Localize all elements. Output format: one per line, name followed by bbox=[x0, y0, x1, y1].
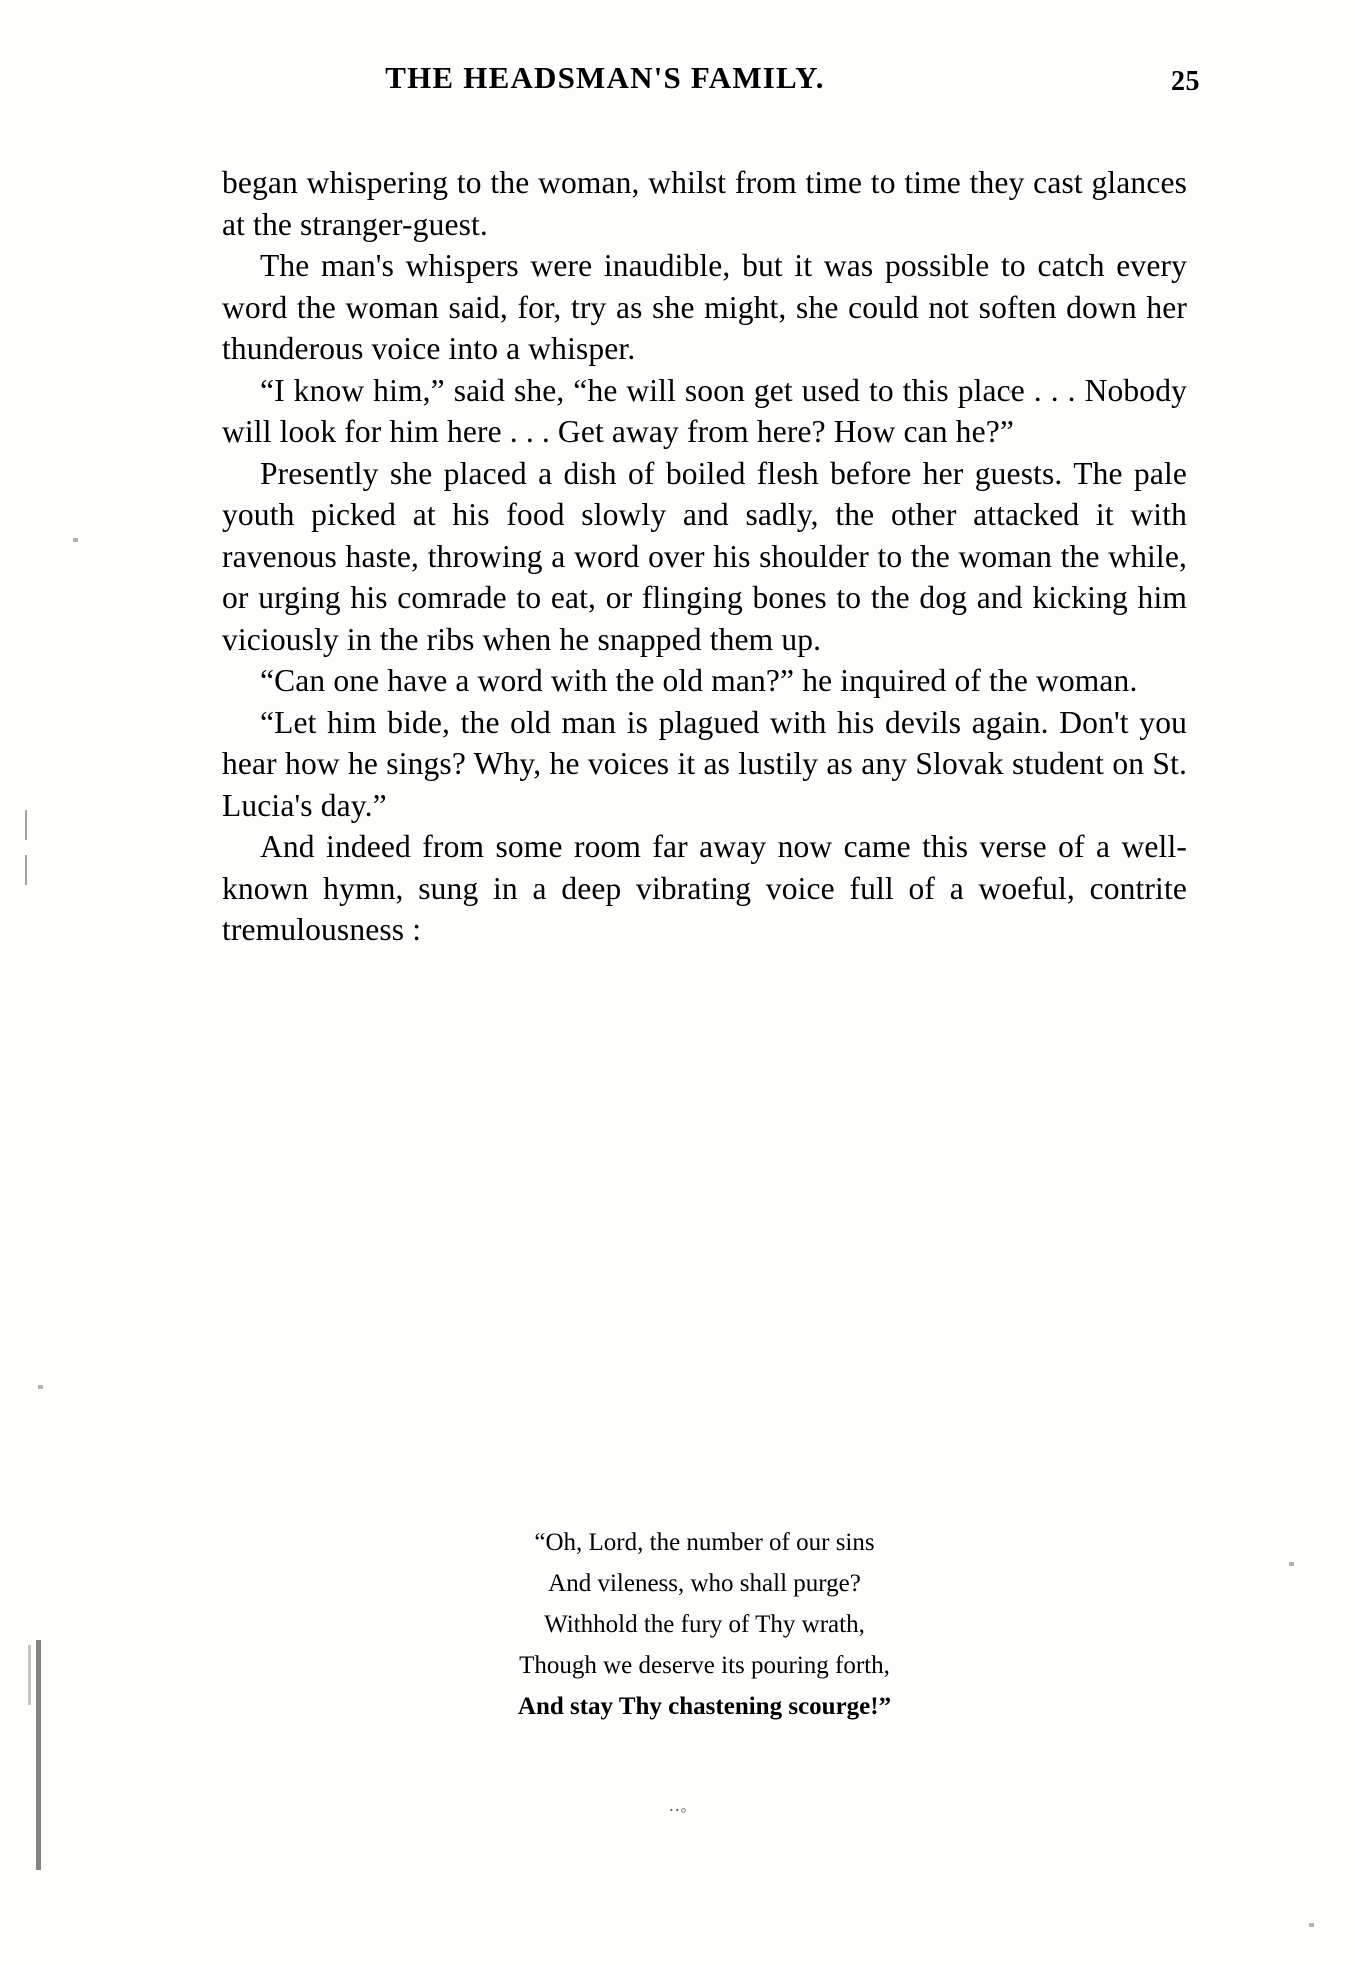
scan-speck bbox=[1289, 1562, 1294, 1566]
hymn-verse bbox=[222, 1522, 1187, 1727]
scan-speck bbox=[1309, 1923, 1314, 1927]
paragraph: “Let him bide, the old man is plagued with his devils again. Don't you hear how he sings? Why, he voices it as lustily as any Slovak student on St. Lucia's day.” bbox=[222, 704, 1187, 823]
hymn-line: “Oh, Lord, the number of our sins bbox=[534, 1529, 875, 1556]
scan-artifact-mark bbox=[36, 1640, 41, 1870]
hymn-line: Though we deserve its pouring forth, bbox=[519, 1652, 890, 1679]
scan-speck bbox=[73, 538, 78, 542]
hymn-line: And stay Thy chastening scourge!” bbox=[517, 1693, 892, 1720]
hymn-line: And vileness, who shall purge? bbox=[548, 1570, 861, 1597]
paragraph: began whispering to the woman, whilst from time to time they cast glances at the stranger-guest. bbox=[222, 165, 1187, 242]
scan-artifact-mark bbox=[28, 1645, 31, 1705]
scan-artifact-mark bbox=[25, 810, 27, 840]
paragraph: “I know him,” said she, “he will soon get used to this place . . . Nobody will look for him here . . . Get away from here? How can he?” bbox=[222, 372, 1187, 449]
running-title: THE HEADSMAN'S FAMILY. bbox=[385, 60, 825, 95]
paragraph: And indeed from some room far away now came this verse of a well-known hymn, sung in a deep vibrating voice full of a woeful, contrite tremulousness : bbox=[222, 829, 1187, 947]
page-header bbox=[220, 60, 1200, 106]
hymn-line: Withhold the fury of Thy wrath, bbox=[544, 1611, 865, 1638]
footer-ornament: ··◦ bbox=[668, 1800, 687, 1820]
page-body bbox=[222, 162, 1187, 951]
page-number: 25 bbox=[1171, 66, 1200, 97]
paragraph: “Can one have a word with the old man?” he inquired of the woman. bbox=[260, 663, 1138, 698]
paragraph: Presently she placed a dish of boiled flesh before her guests. The pale youth picked at his food slowly and sadly, the other attacked it with ravenous haste, throwing a word over his shoulder to the woman the while, or urging his comrade to eat, or flinging bones to the dog and kicking him viciously in the ribs when he snapped them up. bbox=[222, 455, 1187, 657]
paragraph: The man's whispers were inaudible, but it was possible to catch every word the woman said, for, try as she might, she could not soften down her thunderous voice into a whisper. bbox=[222, 248, 1187, 366]
scan-speck bbox=[38, 1385, 43, 1389]
scan-artifact-mark bbox=[25, 855, 27, 885]
